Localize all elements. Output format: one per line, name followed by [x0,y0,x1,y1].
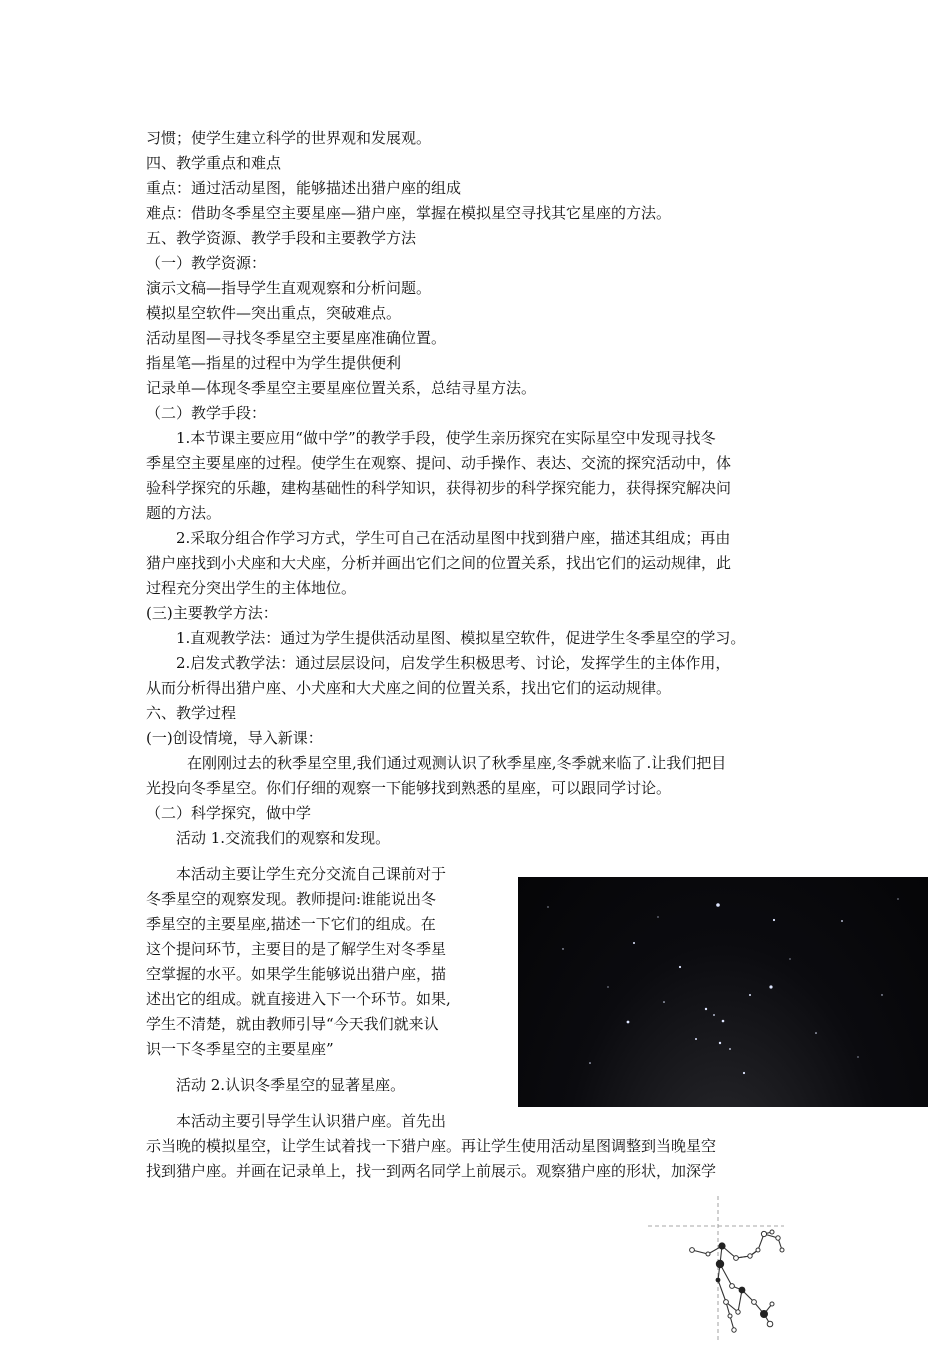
text-line: 指星笔—指星的过程中为学生提供便利 [146,354,402,372]
text-line: 找到猎户座。并画在记录单上，找一到两名同学上前展示。观察猎户座的形状，加深学 [146,1162,717,1180]
section-heading: 四、教学重点和难点 [146,154,282,172]
text-line: 从而分析得出猎户座、小犬座和大犬座之间的位置关系，找出它们的运动规律。 [146,679,672,697]
activity-title: 活动 2.认识冬季星空的显著星座。 [176,1076,406,1094]
text-line: 验科学探究的乐趣，建构基础性的科学知识，获得初步的科学探究能力，获得探究解决问 [146,479,732,497]
text-line: 学生不清楚，就由教师引导“今天我们就来认 [146,1015,439,1033]
text-line: 本活动主要让学生充分交流自己课前对于 [176,865,447,883]
text-line: 本活动主要引导学生认识猎户座。首先出 [176,1112,447,1130]
text-line: 2.采取分组合作学习方式，学生可自己在活动星图中找到猎户座，描述其组成；再由 [176,529,731,547]
text-line: 题的方法。 [146,504,222,522]
text-line: 冬季星空的观察发现。教师提问:谁能说出冬 [146,890,437,908]
night-sky-image [518,877,928,1107]
text-line: 空掌握的水平。如果学生能够说出猎户座，描 [146,965,447,983]
subsection-heading: (三)主要教学方法： [146,604,278,622]
text-line: 述出它的组成。就直接进入下一个环节。如果, [146,990,451,1008]
text-line: 2.启发式教学法：通过层层设问，启发学生积极思考、讨论，发挥学生的主体作用， [176,654,731,672]
text-line: 习惯；使学生建立科学的世界观和发展观。 [146,129,432,147]
text-line: 光投向冬季星空。你们仔细的观察一下能够找到熟悉的星座，可以跟同学讨论。 [146,779,672,797]
text-line: 演示文稿—指导学生直观观察和分析问题。 [146,279,432,297]
text-line: 重点：通过活动星图，能够描述出猎户座的组成 [146,179,462,197]
text-line: 1.本节课主要应用“做中学”的教学手段，使学生亲历探究在实际星空中发现寻找冬 [176,429,716,447]
text-line: 这个提问环节，主要目的是了解学生对冬季星 [146,940,447,958]
section-heading: 六、教学过程 [146,704,237,722]
orion-constellation-diagram [646,1194,786,1344]
subsection-heading: （二）教学手段： [146,404,267,422]
subsection-heading: （二）科学探究，做中学 [146,804,312,822]
text-line: 识一下冬季星空的主要星座” [146,1040,334,1058]
text-line: 1.直观教学法：通过为学生提供活动星图、模拟星空软件，促进学生冬季星空的学习。 [176,629,746,647]
section-heading: 五、教学资源、教学手段和主要教学方法 [146,229,417,247]
subsection-heading: （一）教学资源： [146,254,267,272]
text-line: 猎户座找到小犬座和大犬座，分析并画出它们之间的位置关系，找出它们的运动规律，此 [146,554,732,572]
subsection-heading: (一)创设情境，导入新课： [146,729,323,747]
activity-title: 活动 1.交流我们的观察和发现。 [176,829,391,847]
text-line: 在刚刚过去的秋季星空里,我们通过观测认识了秋季星座,冬季就来临了.让我们把目 [187,754,727,772]
text-line: 记录单—体现冬季星空主要星座位置关系，总结寻星方法。 [146,379,537,397]
text-line: 难点：借助冬季星空主要星座—猎户座，掌握在模拟星空寻找其它星座的方法。 [146,204,672,222]
text-line: 季星空的主要星座,描述一下它们的组成。在 [146,915,436,933]
text-line: 过程充分突出学生的主体地位。 [146,579,357,597]
text-line: 季星空主要星座的过程。使学生在观察、提问、动手操作、表达、交流的探究活动中，体 [146,454,732,472]
text-line: 活动星图—寻找冬季星空主要星座准确位置。 [146,329,447,347]
text-line: 示当晚的模拟星空，让学生试着找一下猎户座。再让学生使用活动星图调整到当晚星空 [146,1137,717,1155]
text-line: 模拟星空软件—突出重点，突破难点。 [146,304,402,322]
